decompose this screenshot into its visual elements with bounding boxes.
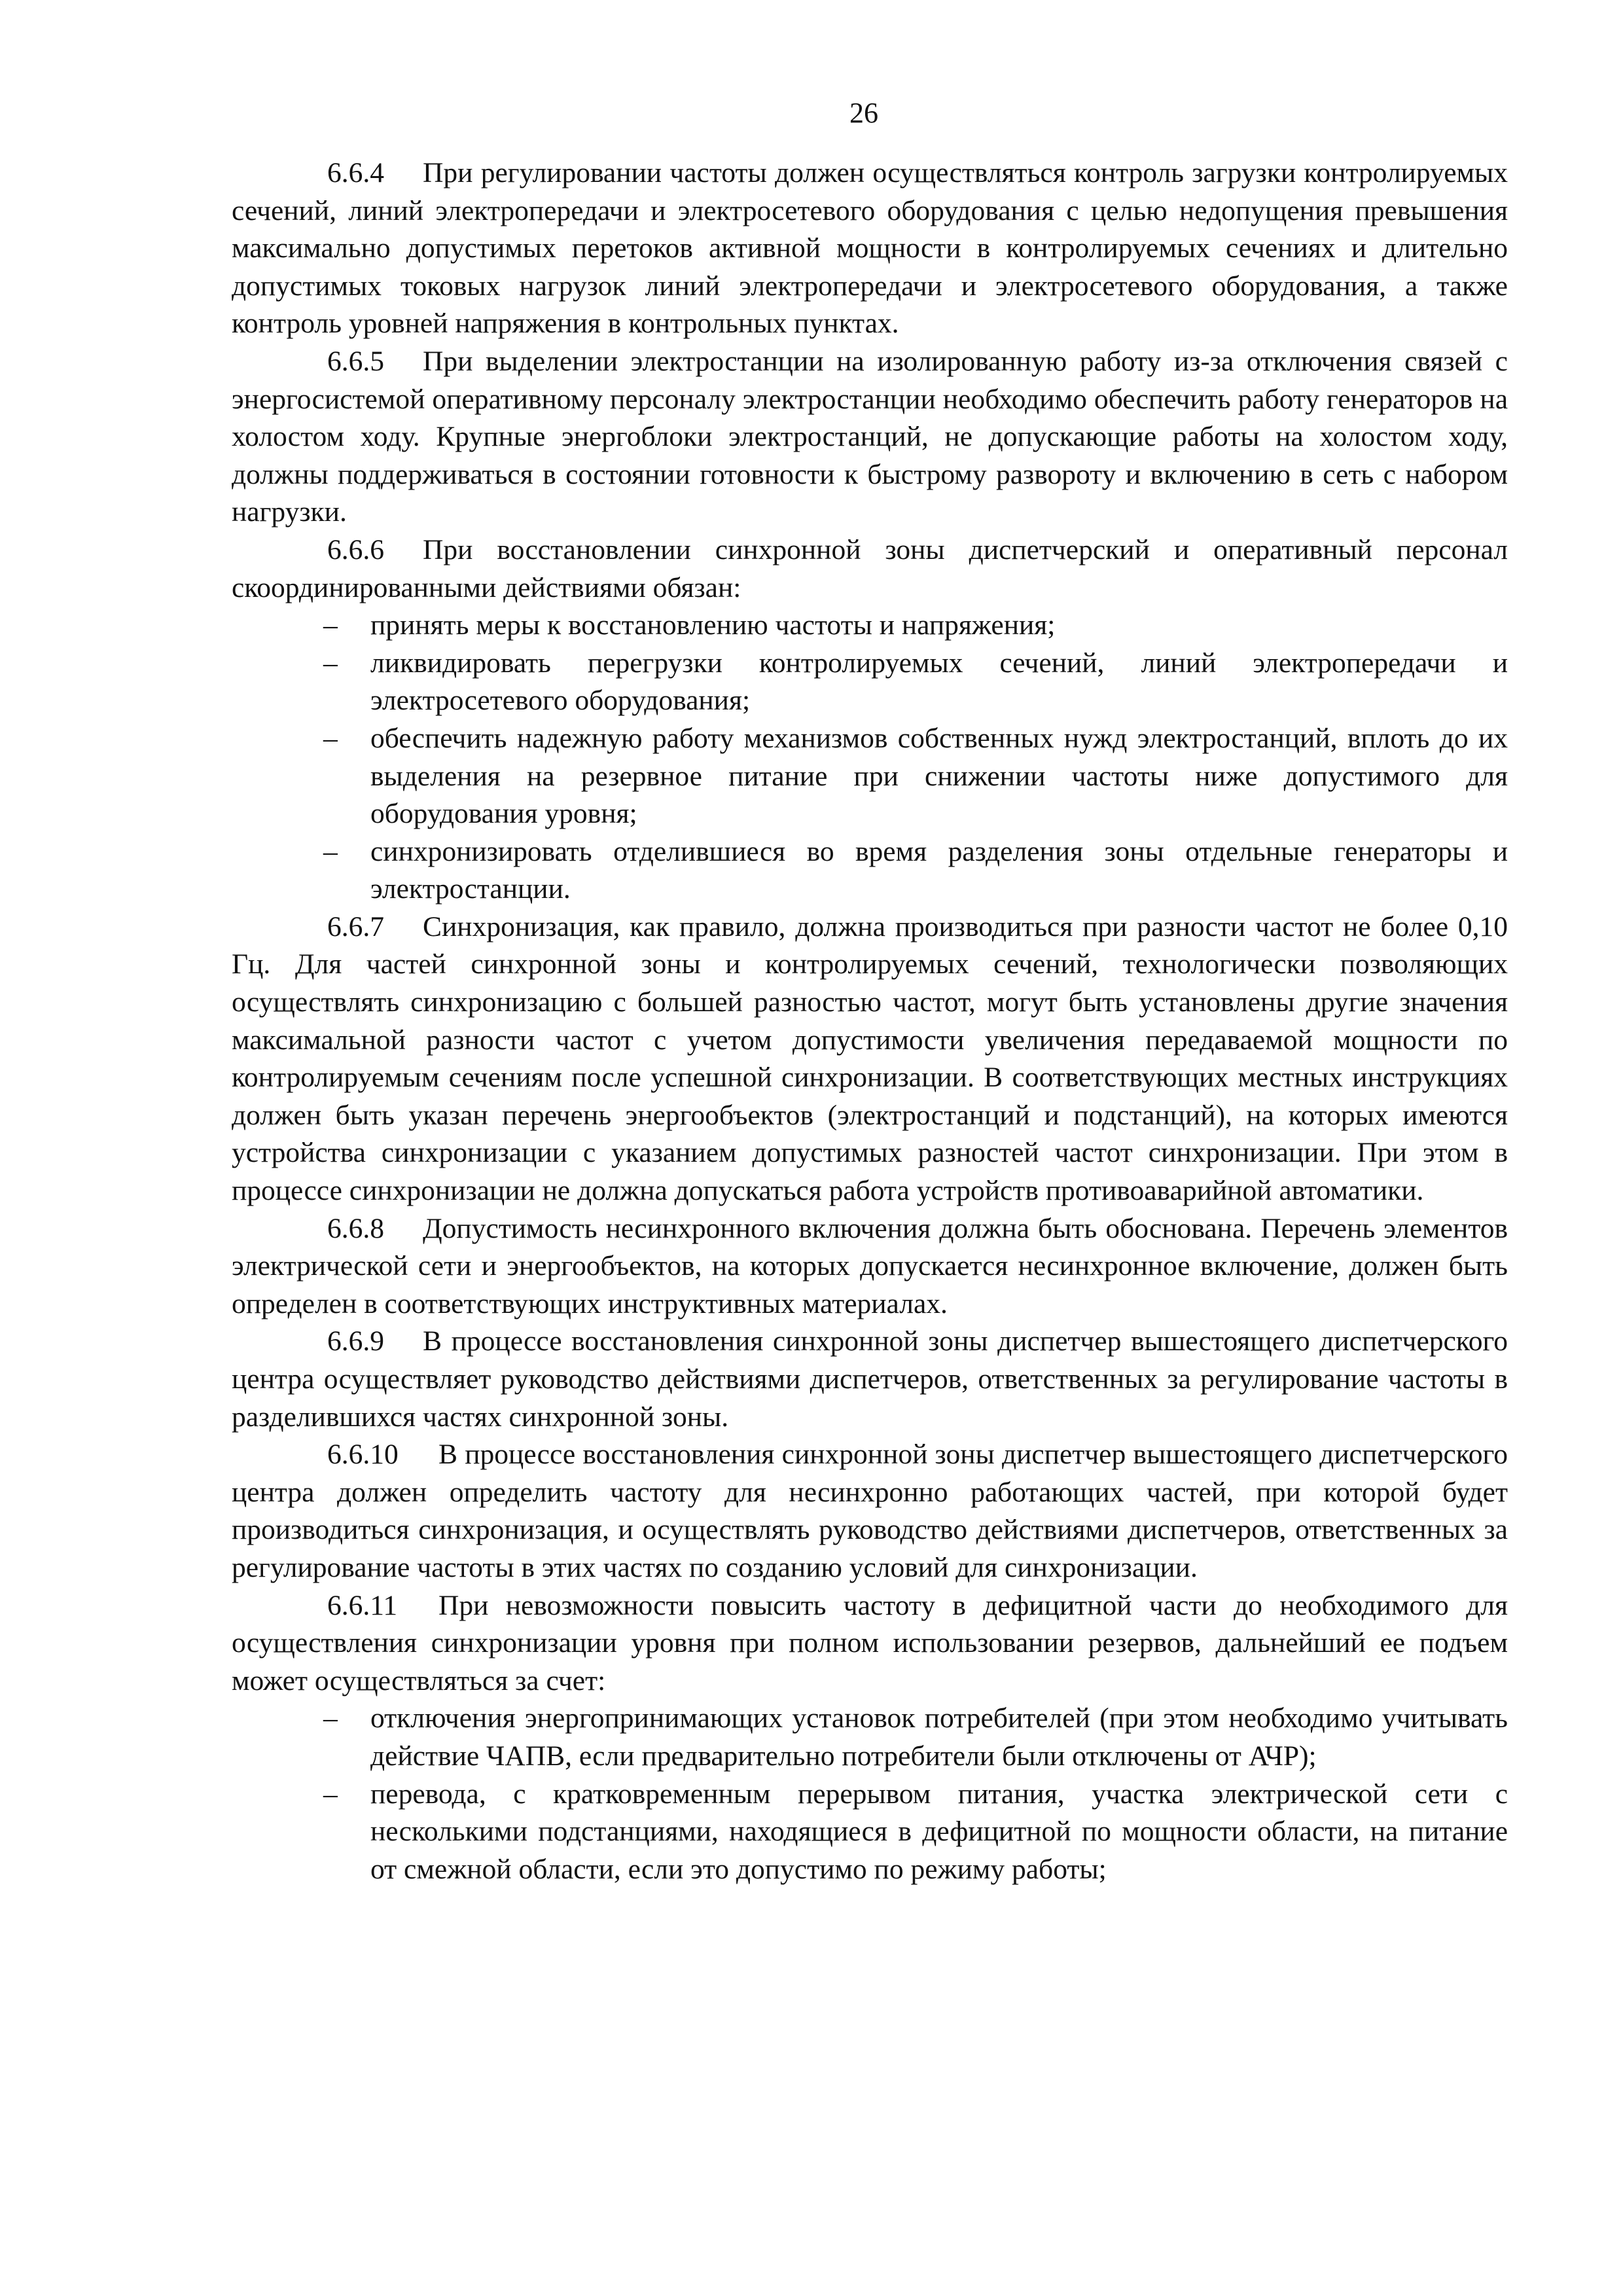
clause-number: 6.6.11: [327, 1589, 398, 1621]
clause-6-6-7: [232, 908, 1508, 1210]
list-item-text: отключения энергопринимающих установок потребителей (при этом необходимо учитывать действие ЧАПВ, если предварительно потребители были отключены от АЧР);: [370, 1702, 1508, 1772]
clause-text: При восстановлении синхронной зоны диспетчерский и оперативный персонал скоординированными действиями обязан:: [232, 533, 1508, 603]
document-body: [232, 154, 1508, 1888]
dash-bullet: –: [323, 835, 338, 867]
clause-text: Допустимость несинхронного включения должна быть обоснована. Перечень элементов электрической сети и энергообъектов, на которых допускается несинхронное включение, должен быть определен в соответствующих инструктивных материалах.: [232, 1212, 1508, 1319]
clause-6-6-6-list: [232, 607, 1508, 908]
list-item: [232, 833, 1508, 908]
list-item: [232, 1700, 1508, 1775]
clause-6-6-9: [232, 1323, 1508, 1436]
clause-text: В процессе восстановления синхронной зоны диспетчер вышестоящего диспетчерского центра должен определить частоту для несинхронно работающих частей, при которой будет производиться синхронизация, и осуществлять руководство действиями диспетчеров, ответственных за регулирование частоты в этих частях по созданию условий для синхронизации.: [232, 1439, 1508, 1583]
clause-number: 6.6.9: [327, 1325, 384, 1357]
list-item-text: ликвидировать перегрузки контролируемых сечений, линий электропередачи и электросетевого оборудования;: [370, 647, 1508, 717]
dash-bullet: –: [323, 722, 338, 754]
list-item-text: принять меры к восстановлению частоты и напряжения;: [370, 609, 1056, 641]
dash-bullet: –: [323, 647, 338, 679]
clause-6-6-8: [232, 1210, 1508, 1323]
clause-number: 6.6.10: [327, 1439, 399, 1471]
page-number: 26: [849, 97, 878, 129]
list-item: [232, 645, 1508, 720]
clause-6-6-5: [232, 343, 1508, 531]
list-item-text: обеспечить надежную работу механизмов собственных нужд электростанций, вплоть до их выделения на резервное питание при снижении частоты ниже допустимого для оборудования уровня;: [370, 722, 1508, 830]
clause-6-6-10: [232, 1436, 1508, 1587]
clause-number: 6.6.8: [327, 1212, 384, 1244]
clause-text: В процессе восстановления синхронной зоны диспетчер вышестоящего диспетчерского центра осуществляет руководство действиями диспетчеров, ответственных за регулирование частоты в разделившихся частях синхронной зоны.: [232, 1325, 1508, 1433]
clause-text: Синхронизация, как правило, должна производиться при разности частот не более 0,10 Гц. Для частей синхронной зоны и контролируемых сечений, технологически позволяющих осуществлять синхронизацию с большей разностью частот, могут быть установлены другие значения максимальной разности частот с учетом допустимости увеличения передаваемой мощности по контролируемым сечениям после успешной синхронизации. В соответствующих местных инструкциях должен быть указан перечень энергообъектов (электростанций и подстанций), на которых имеются устройства синхронизации с указанием допустимых разностей частот синхронизации. При этом в процессе синхронизации не должна допускаться работа устройств противоаварийной автоматики.: [232, 910, 1508, 1207]
list-item: [232, 720, 1508, 833]
clause-number: 6.6.6: [327, 533, 384, 565]
dash-bullet: –: [323, 1778, 338, 1810]
clause-number: 6.6.7: [327, 910, 384, 942]
dash-bullet: –: [323, 1702, 338, 1734]
clause-6-6-6: [232, 531, 1508, 607]
list-item: [232, 1776, 1508, 1889]
list-item: [232, 607, 1508, 645]
clause-number: 6.6.4: [327, 157, 384, 188]
clause-text: При регулировании частоты должен осуществляться контроль загрузки контролируемых сечений, линий электропередачи и электросетевого оборудования с целью недопущения превышения максимально допустимых перетоков активной мощности в контролируемых сечениях и длительно допустимых токовых нагрузок линий электропередачи и электросетевого оборудования, а также контроль уровней напряжения в контрольных пунктах.: [232, 157, 1508, 340]
list-item-text: перевода, с кратковременным перерывом питания, участка электрической сети с несколькими подстанциями, находящиеся в дефицитной по мощности области, на питание от смежной области, если это допустимо по режиму работы;: [370, 1778, 1508, 1885]
dash-bullet: –: [323, 609, 338, 641]
clause-6-6-11-list: [232, 1700, 1508, 1888]
clause-6-6-4: [232, 154, 1508, 343]
list-item-text: синхронизировать отделившиеся во время разделения зоны отдельные генераторы и электростанции.: [370, 835, 1508, 905]
clause-text: При невозможности повысить частоту в дефицитной части до необходимого для осуществления синхронизации уровня при полном использовании резервов, дальнейший ее подъем может осуществляться за счет:: [232, 1589, 1508, 1696]
clause-6-6-11: [232, 1587, 1508, 1700]
clause-text: При выделении электростанции на изолированную работу из-за отключения связей с энергосистемой оперативному персоналу электростанции необходимо обеспечить работу генераторов на холостом ходу. Крупные энергоблоки электростанций, не допускающие работы на холостом ходу, должны поддерживаться в состоянии готовности к быстрому развороту и включению в сеть с набором нагрузки.: [232, 345, 1508, 528]
clause-number: 6.6.5: [327, 345, 384, 377]
